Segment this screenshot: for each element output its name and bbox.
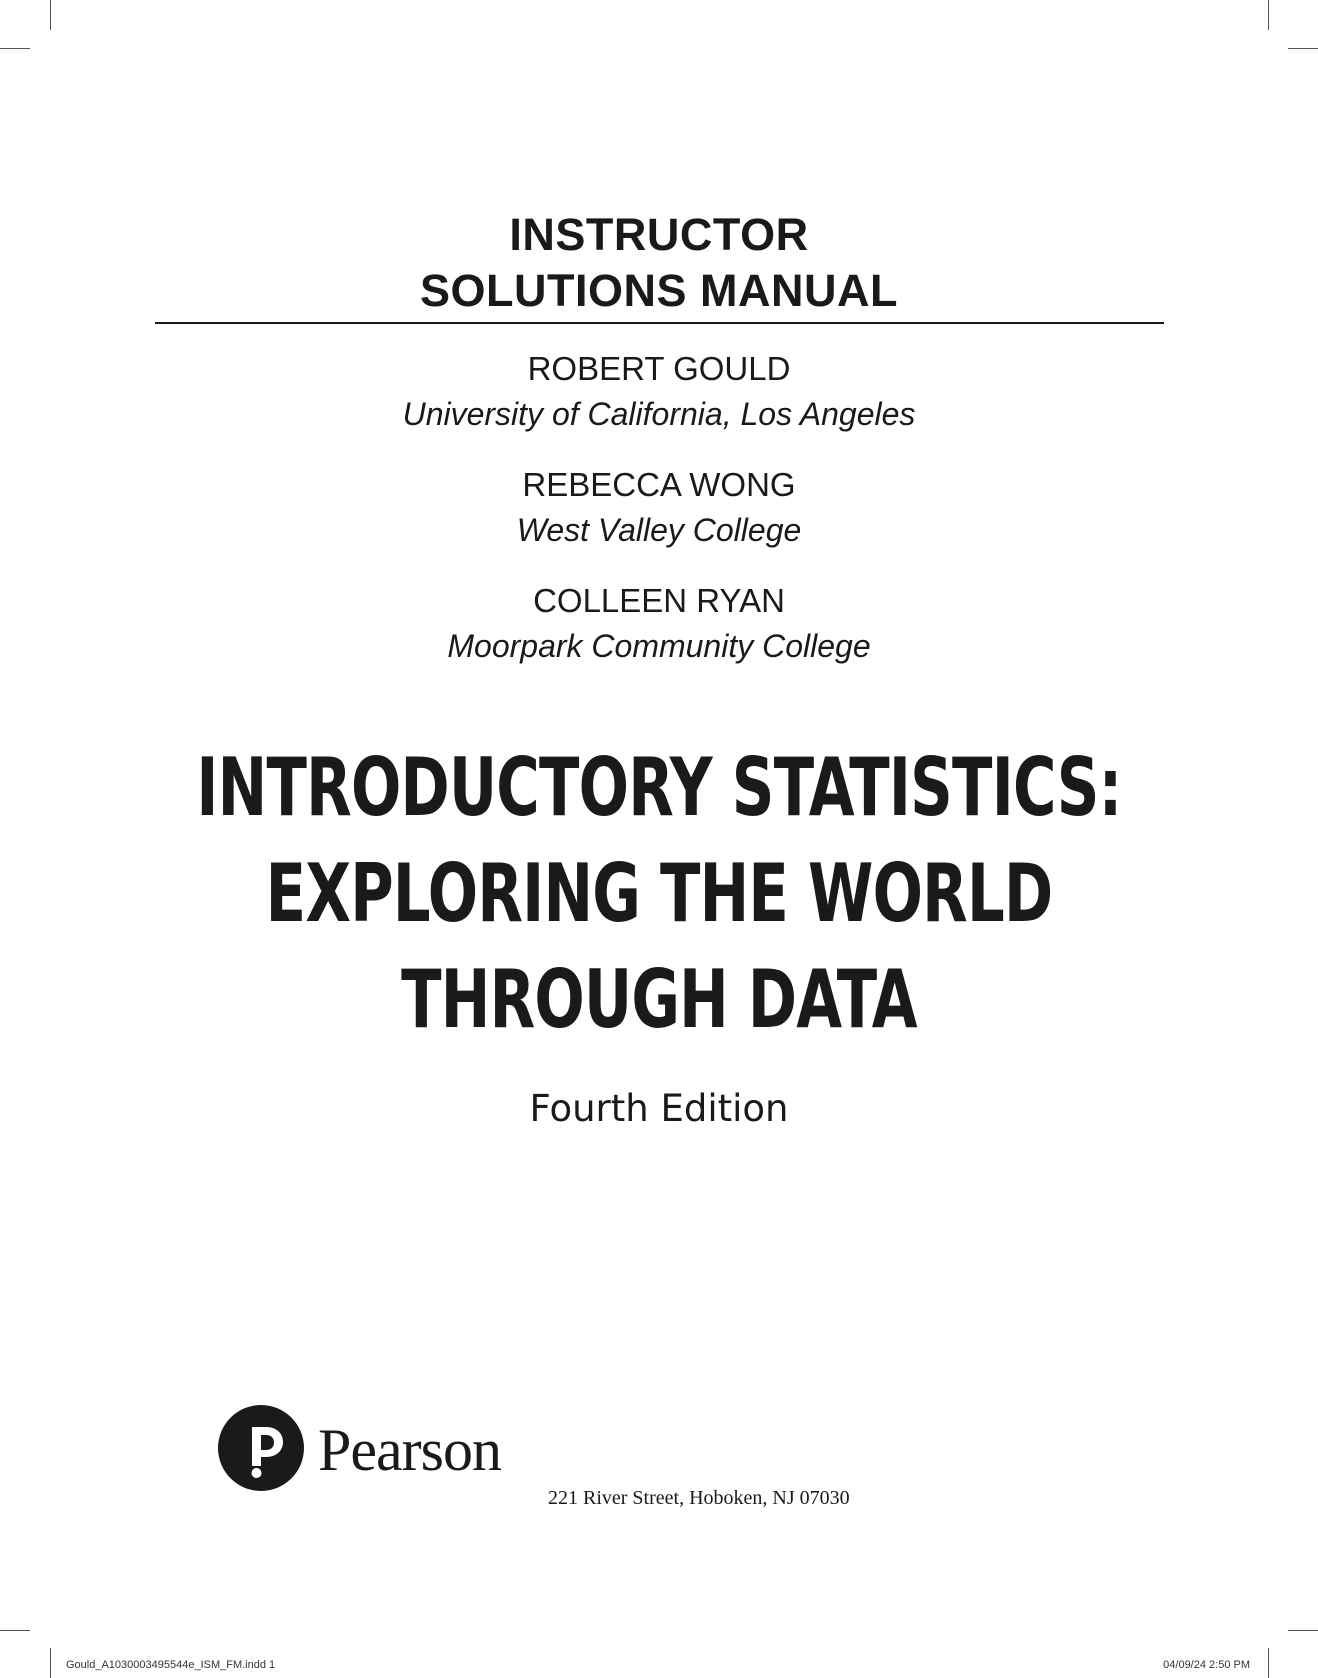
manual-title-line-2: SOLUTIONS MANUAL <box>420 265 898 316</box>
pearson-p-logo-icon <box>218 1405 304 1491</box>
author-name: REBECCA WONG <box>522 466 796 503</box>
crop-mark <box>0 1630 30 1631</box>
slug-file: Gould_A1030003495544e_ISM_FM.indd 1 <box>66 1659 276 1671</box>
crop-mark <box>0 48 30 49</box>
slug-timestamp: 04/09/24 2:50 PM <box>1163 1659 1250 1671</box>
author-block-1 <box>0 350 1318 434</box>
author-affiliation: Moorpark Community College <box>447 628 871 664</box>
book-title-line-2: EXPLORING THE WORLD <box>265 847 1053 940</box>
book-title-line-3: THROUGH DATA <box>401 953 917 1046</box>
publisher-name: Pearson <box>318 1417 501 1483</box>
edition: Fourth Edition <box>529 1087 789 1130</box>
manual-title <box>0 207 1318 319</box>
crop-mark <box>1288 48 1318 49</box>
author-block-2 <box>0 466 1318 550</box>
author-affiliation: University of California, Los Angeles <box>402 396 916 432</box>
crop-mark <box>50 1648 51 1678</box>
title-divider <box>155 322 1164 324</box>
manual-title-line-1: INSTRUCTOR <box>509 209 809 260</box>
author-affiliation: West Valley College <box>516 512 802 548</box>
publisher-address: 221 River Street, Hoboken, NJ 07030 <box>548 1487 850 1509</box>
crop-mark <box>1268 0 1269 30</box>
author-block-3 <box>0 582 1318 666</box>
crop-mark <box>1288 1630 1318 1631</box>
author-name: ROBERT GOULD <box>527 350 791 387</box>
author-name: COLLEEN RYAN <box>533 582 785 619</box>
book-title <box>0 735 1318 1053</box>
book-title-line-1: INTRODUCTORY STATISTICS: <box>196 741 1122 834</box>
crop-mark <box>1268 1648 1269 1678</box>
crop-mark <box>50 0 51 30</box>
